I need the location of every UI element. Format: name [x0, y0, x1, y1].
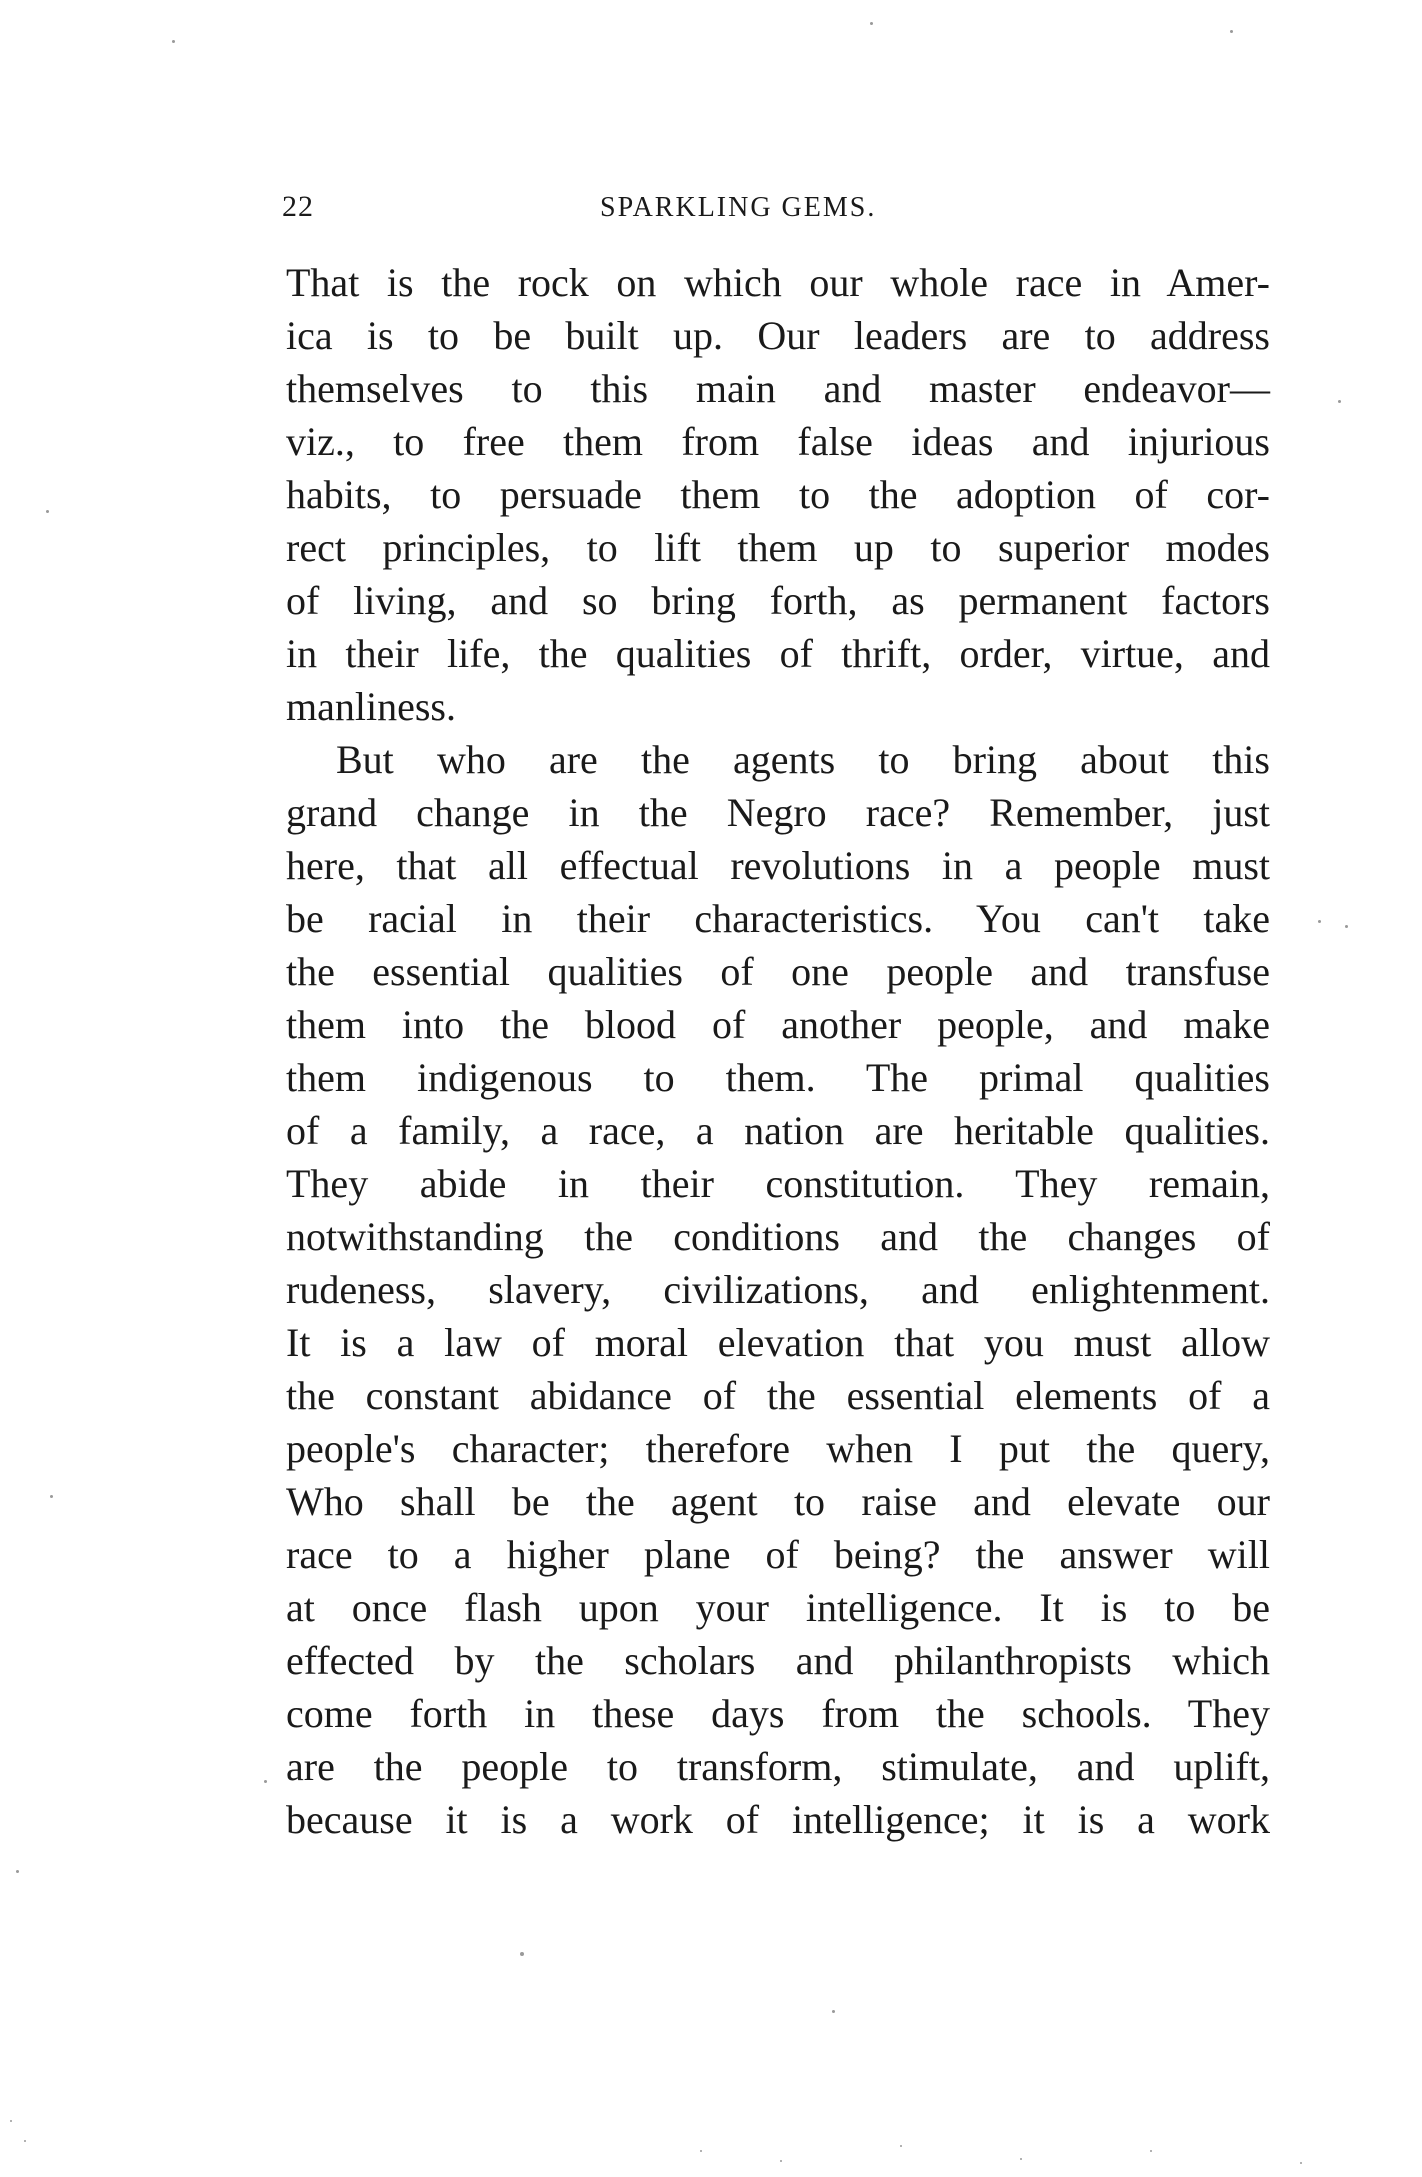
- scan-speck: [900, 2145, 902, 2147]
- text-line: because it is a work of intelligence; it is a work: [286, 1797, 1270, 1842]
- text-line: effected by the scholars and philanthropists which: [286, 1638, 1270, 1683]
- scan-speck: [1230, 30, 1233, 33]
- text-line: be racial in their characteristics. You can't take: [286, 896, 1270, 941]
- scan-speck: [50, 1495, 53, 1498]
- scan-speck: [1150, 2150, 1152, 2152]
- text-line: grand change in the Negro race? Remember, just: [286, 790, 1270, 835]
- text-line: come forth in these days from the schools. They: [286, 1691, 1270, 1736]
- text-line: of a family, a race, a nation are heritable qualities.: [286, 1108, 1270, 1153]
- text-line: of living, and so bring forth, as permanent factors: [286, 578, 1270, 623]
- scan-speck: [10, 2120, 12, 2122]
- scan-speck: [870, 22, 873, 25]
- text-line: notwithstanding the conditions and the changes of: [286, 1214, 1270, 1259]
- text-line: are the people to transform, stimulate, and uplift,: [286, 1744, 1270, 1789]
- text-line: ica is to be built up. Our leaders are to address: [286, 313, 1270, 358]
- text-line: habits, to persuade them to the adoption of cor-: [286, 472, 1270, 517]
- scan-speck: [172, 40, 175, 43]
- scan-speck: [1318, 920, 1321, 923]
- text-line: the constant abidance of the essential elements of a: [286, 1373, 1270, 1418]
- text-line: at once flash upon your intelligence. It is to be: [286, 1585, 1270, 1630]
- scan-speck: [832, 2010, 835, 2013]
- text-line: rudeness, slavery, civilizations, and enlightenment.: [286, 1267, 1270, 1312]
- text-line: them indigenous to them. The primal qualities: [286, 1055, 1270, 1100]
- scan-speck: [700, 2150, 702, 2152]
- page-header: [282, 190, 1282, 240]
- text-line: people's character; therefore when I put the query,: [286, 1426, 1270, 1471]
- text-line: rect principles, to lift them up to superior modes: [286, 525, 1270, 570]
- text-line: here, that all effectual revolutions in a people must: [286, 843, 1270, 888]
- body-text: [286, 256, 1270, 1846]
- page-number: 22: [282, 190, 314, 223]
- scan-speck: [1300, 2162, 1302, 2164]
- text-line: But who are the agents to bring about this: [336, 737, 1270, 782]
- text-line: manliness.: [286, 684, 456, 729]
- scan-speck: [16, 1870, 19, 1873]
- scan-speck: [264, 1780, 267, 1783]
- paragraph-1: [286, 256, 1270, 733]
- scan-speck: [1338, 400, 1341, 403]
- text-line: in their life, the qualities of thrift, order, virtue, and: [286, 631, 1270, 676]
- text-line: the essential qualities of one people and transfuse: [286, 949, 1270, 994]
- scan-speck: [1345, 925, 1348, 928]
- text-line: That is the rock on which our whole race in Amer-: [286, 260, 1270, 305]
- scan-speck: [24, 2140, 26, 2142]
- running-title: SPARKLING GEMS.: [600, 192, 877, 223]
- paragraph-2: [286, 733, 1270, 1846]
- scan-speck: [780, 2160, 782, 2162]
- scan-speck: [520, 1952, 524, 1956]
- text-line: viz., to free them from false ideas and injurious: [286, 419, 1270, 464]
- text-line: them into the blood of another people, and make: [286, 1002, 1270, 1047]
- scan-speck: [1020, 2158, 1022, 2160]
- text-line: race to a higher plane of being? the answer will: [286, 1532, 1270, 1577]
- scan-speck: [46, 510, 49, 513]
- text-line: themselves to this main and master endeavor—: [286, 366, 1270, 411]
- text-line: They abide in their constitution. They remain,: [286, 1161, 1270, 1206]
- text-line: Who shall be the agent to raise and elevate our: [286, 1479, 1270, 1524]
- text-line: It is a law of moral elevation that you must allow: [286, 1320, 1270, 1365]
